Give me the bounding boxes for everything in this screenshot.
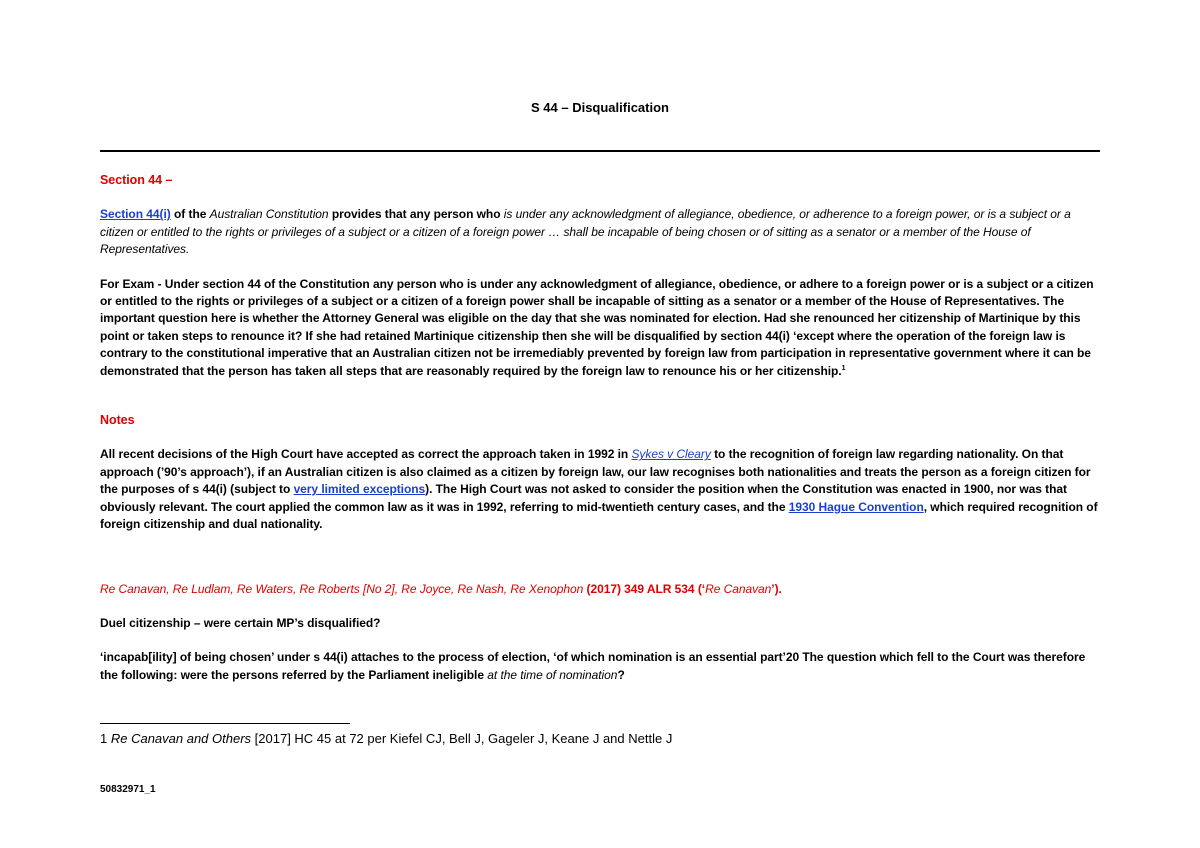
section-44i-link[interactable]: Section 44(i) <box>100 207 171 222</box>
sykes-v-cleary-link[interactable]: Sykes v Cleary <box>631 447 711 462</box>
footnote-number: 1 <box>100 731 111 746</box>
exam-text: For Exam - Under section 44 of the Constitution any person who is under any acknowledgment of allegiance, obedience, or adhere to a foreign power or is a subject or a citizen or entitled to the rights or privileges of a subject or a citizen of a foreign power shall be incapable of sitting as a senator or a member of the House of Representatives. The important question here is whether the Attorney General was eligible on the day that she was nominated for election. Had she renounced her citizenship of Martinique by this point or taken steps to renounce it? If she had retained Martinique citizenship then she will be disqualified by section 44(i) ‘except where the operation of the foreign law is contrary to the constitutional imperative that an Australian citizen not be irremediably prevented by foreign law from participation in representative government where it can be demonstrated that the person has taken all steps that are reasonably required by the foreign law to renounce his or her citizenship. <box>100 276 1094 378</box>
case-citation-end: ’). <box>771 581 782 596</box>
footnote-case-name: Re Canavan and Others <box>110 731 252 746</box>
notes-heading: Notes <box>100 413 135 428</box>
footnote-text: [2017] HC 45 at 72 per Kiefel CJ, Bell J, Gageler J, Keane J and Nettle J <box>251 731 673 746</box>
footnote-divider <box>100 723 350 724</box>
case-short-name: Re Canavan <box>705 581 772 596</box>
title-divider <box>100 150 1100 152</box>
section-44-paragraph <box>100 206 1100 258</box>
footnote <box>100 731 672 746</box>
incapable-paragraph <box>100 649 1100 684</box>
incapable-text: ‘incapab[ility] of being chosen’ under s 44(i) attaches to the process of election, ‘of which nomination is an essential part’20 The question which fell to the Court was therefore the following: were the persons referred by the Parliament ineligible <box>100 650 1086 682</box>
case-citation <box>100 581 1100 598</box>
document-id: 50832971_1 <box>100 784 156 795</box>
notes-text-1: All recent decisions of the High Court have accepted as correct the approach taken in 1992 in <box>100 447 632 462</box>
notes-text-2: to the recognition of foreign law regarding nationality. On that approach (’90’s approach’), if an Australian citizen is also claimed as a citizen by foreign law, our law recognises both nationalities and treats the person as a foreign citizen for the purposes of s 44(i) (subject to <box>100 447 1091 497</box>
notes-paragraph <box>100 446 1100 533</box>
case-citation-text: (2017) 349 ALR 534 (‘ <box>583 581 706 596</box>
page-title: S 44 – Disqualification <box>531 100 669 115</box>
provides-text: provides that any person who <box>328 207 504 222</box>
notes-text-4: , which required recognition of foreign citizenship and dual nationality. <box>100 499 1098 532</box>
incapable-italic: at the time of nomination <box>487 667 618 682</box>
section-44-quote: is under any acknowledgment of allegiance, obedience, or adherence to a foreign power, or is a subject or a citizen or entitled to the rights or privileges of a subject or a citizen of a foreign power … shall be incapable of being chosen or of sitting as a senator or a member of the House of Representatives. <box>100 207 1071 257</box>
hague-convention-link[interactable]: 1930 Hague Convention <box>788 499 924 514</box>
notes-text-3: ). The High Court was not asked to consider the position when the Constitution was enacted in 1900, nor was that obviously relevant. The court applied the common law as it was in 1992, referring to mid-twentieth century cases, and the <box>100 482 1067 514</box>
intro-text: of the <box>170 207 210 222</box>
dual-citizenship-question: Duel citizenship – were certain MP’s disqualified? <box>100 615 381 630</box>
footnote-ref[interactable]: 1 <box>841 364 846 372</box>
limited-exceptions-link[interactable]: very limited exceptions <box>293 482 426 497</box>
constitution-name: Australian Constitution <box>209 207 329 222</box>
section-44-heading: Section 44 – <box>100 173 173 187</box>
case-name: Re Canavan, Re Ludlam, Re Waters, Re Roberts [No 2], Re Joyce, Re Nash, Re Xenophon <box>100 581 584 596</box>
incapable-end: ? <box>617 667 625 682</box>
document-body <box>100 172 1100 684</box>
exam-paragraph <box>100 276 1100 380</box>
